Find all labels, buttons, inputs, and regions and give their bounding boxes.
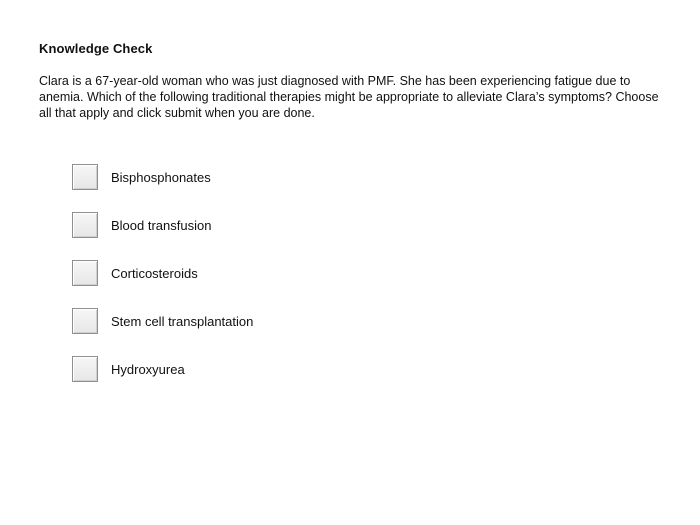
option-label-hydroxyurea[interactable]: Hydroxyurea: [111, 362, 185, 377]
checkbox-stem-cell-transplantation[interactable]: [72, 308, 98, 334]
option-label-corticosteroids[interactable]: Corticosteroids: [111, 266, 198, 281]
option-label-blood-transfusion[interactable]: Blood transfusion: [111, 218, 212, 233]
option-label-bisphosphonates[interactable]: Bisphosphonates: [111, 170, 211, 185]
checkbox-hydroxyurea[interactable]: [72, 356, 98, 382]
checkbox-corticosteroids[interactable]: [72, 260, 98, 286]
page-title: Knowledge Check: [39, 41, 153, 56]
question-text: Clara is a 67-year-old woman who was just diagnosed with PMF. She has been experiencing fatigue due to anemia. Which of the following traditional therapies might be appropriate to alleviate Clara’s symptoms? Choose all that apply and click submit when you are done.: [39, 74, 659, 120]
checkbox-bisphosphonates[interactable]: [72, 164, 98, 190]
checkbox-blood-transfusion[interactable]: [72, 212, 98, 238]
option-label-stem-cell-transplantation[interactable]: Stem cell transplantation: [111, 314, 254, 329]
